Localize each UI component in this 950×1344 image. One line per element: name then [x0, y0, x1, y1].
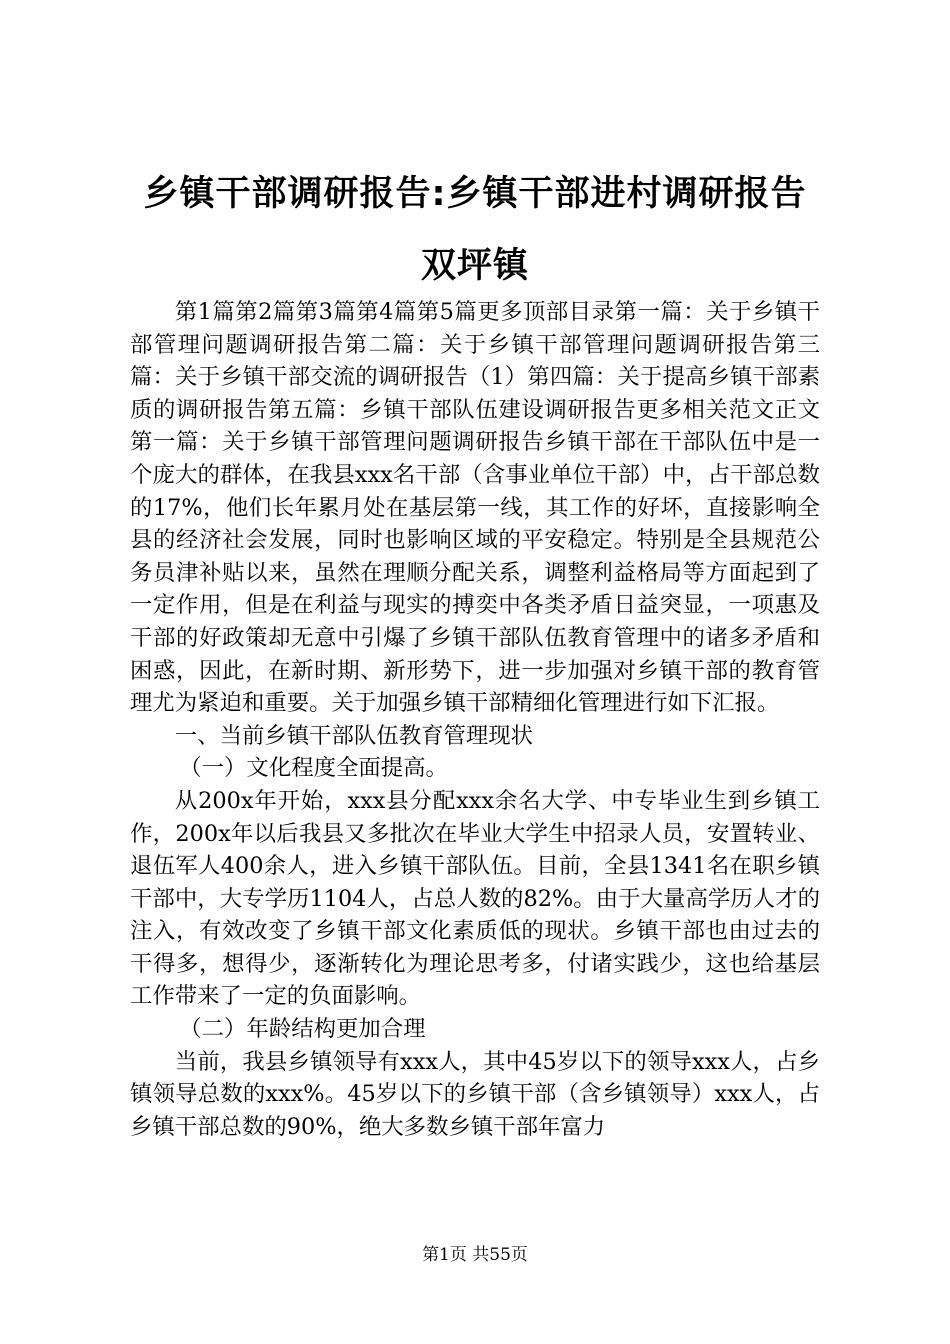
page-footer: 第1页 共55页: [422, 1245, 528, 1265]
document-body: [130, 296, 820, 1143]
intro-paragraph: 第1篇第2篇第3篇第4篇第5篇更多顶部目录第一篇：关于乡镇干部管理问题调研报告第二篇：关于乡镇干部管理问题调研报告第三篇：关于乡镇干部交流的调研报告（1）第四篇：关于提高乡镇干部素质的调研报告第五篇：乡镇干部队伍建设调研报告更多相关范文正文第一篇：关于乡镇干部管理问题调研报告乡镇干部在干部队伍中是一个庞大的群体，在我县xxx名干部（含事业单位干部）中，占干部总数的17%，他们长年累月处在基层第一线，其工作的好坏，直接影响全县的经济社会发展，同时也影响区域的平安稳定。特别是全县规范公务员津补贴以来，虽然在理顺分配关系，调整利益格局等方面起到了一定作用，但是在利益与现实的搏奕中各类矛盾日益突显，一项惠及干部的好政策却无意中引爆了乡镇干部队伍教育管理中的诸多矛盾和困惑，因此，在新时期、新形势下，进一步加强对乡镇干部的教育管理尤为紧迫和重要。关于加强乡镇干部精细化管理进行如下汇报。: [130, 299, 820, 717]
body-paragraph: 从200x年开始，xxx县分配xxx余名大学、中专毕业生到乡镇工作，200x年以后我县又多批次在毕业大学生中招录人员，安置转业、退伍军人400余人，进入乡镇干部队伍。目前，全县1341名在职乡镇干部中，大专学历1104人，占总人数的82%。由于大量高学历人才的注入，有效改变了乡镇干部文化素质低的现状。乡镇干部也由过去的干得多，想得少，逐渐转化为理论思考多，付诸实践少，这也给基层工作带来了一定的负面影响。: [130, 787, 820, 1010]
document-title: 乡镇干部调研报告:乡镇干部进村调研报告双坪镇: [143, 174, 807, 286]
subsection-heading: （二）年龄结构更加合理: [179, 1016, 426, 1043]
section-heading: 一、当前乡镇干部队伍教育管理现状: [174, 722, 534, 749]
subsection-heading: （一）文化程度全面提高。: [179, 755, 448, 782]
body-paragraph: 当前，我县乡镇领导有xxx人，其中45岁以下的领导xxx人，占乡镇领导总数的xxx%。45岁以下的乡镇干部（含乡镇领导）xxx人，占乡镇干部总数的90%，绝大多数乡镇干部年富力: [130, 1048, 820, 1140]
